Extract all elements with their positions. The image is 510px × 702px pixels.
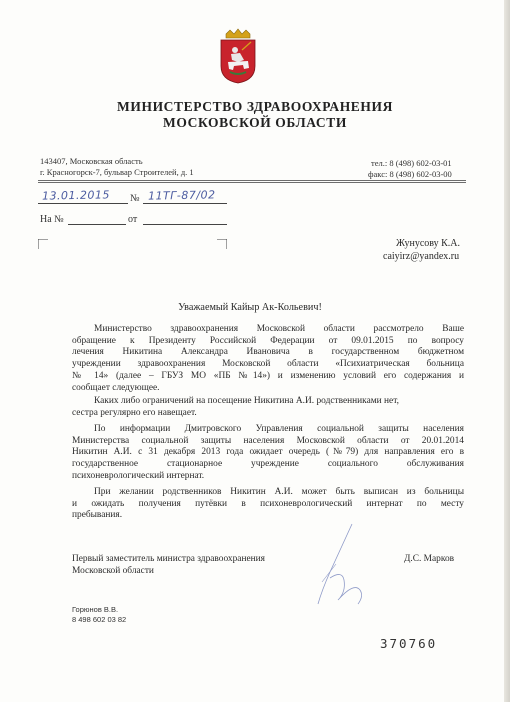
paragraph-3 <box>72 424 464 483</box>
paragraph-3-line: Никитин А.И. с 31 декабря 2013 года ожидает очередь (№79) для направления его в <box>72 447 464 458</box>
handwritten-date: 13.01.2015 <box>41 188 111 203</box>
address-line1: 143407, Московская область <box>40 156 143 166</box>
paragraph-1-line: № 14» (далее – ГБУЗ МО «ПБ №14») и изменению условий его содержания и <box>72 370 464 381</box>
fax-number: факс: 8 (498) 602-03-00 <box>368 169 452 179</box>
ministry-name-line2: МОСКОВСКОЙ ОБЛАСТИ <box>163 115 347 130</box>
document-number: 370760 <box>380 636 438 651</box>
addressee-name: Жунусову К.А. <box>396 238 461 249</box>
paragraph-3-line: психоневрологический интернат. <box>72 470 205 481</box>
paragraph-2-line: сестра регулярно его навещает. <box>72 407 197 418</box>
paragraph-3-line: Министерства социальной защиты населения Московской области от 20.01.2014 <box>72 435 464 446</box>
executor-phone: 8 498 602 03 82 <box>72 615 127 624</box>
paragraph-1-line: учреждении здравоохранения Московской области «Психиатрическая больница <box>72 359 464 370</box>
header-rule-top <box>38 180 466 181</box>
coat-of-arms-icon <box>218 28 258 84</box>
signer-title-line2: Московской области <box>72 566 154 576</box>
letter-greeting: Уважаемый Кайыр Ак-Кольевич! <box>178 302 322 313</box>
paragraph-1-line: Министерство здравоохранения Московской области рассмотрело Ваше <box>94 324 464 334</box>
reply-to-label: На № <box>40 214 64 225</box>
paragraph-4-line: пребывания. <box>72 510 123 521</box>
paragraph-1 <box>72 324 464 394</box>
address-line2: г. Красногорск-7, бульвар Строителей, д. 1 <box>40 167 194 177</box>
reg-number-line <box>143 203 227 204</box>
handwritten-number: 11ТГ-87/02 <box>147 188 216 203</box>
paragraph-4-line: и ожидать получения путёвки в психоневрологический интернат по месту <box>72 498 464 509</box>
addressee-email: caiyirz@yandex.ru <box>383 251 460 262</box>
executor-name: Горюнов В.В. <box>72 605 119 614</box>
reply-number-line <box>68 224 126 225</box>
signer-title-line1: Первый заместитель министра здравоохранения <box>72 554 265 564</box>
ministry-name-line1: МИНИСТЕРСТВО ЗДРАВООХРАНЕНИЯ <box>117 99 393 114</box>
reg-date-line <box>38 203 128 204</box>
reply-from-label: от <box>128 214 138 225</box>
signer-name: Д.С. Марков <box>404 554 455 564</box>
paragraph-2-line: Каких либо ограничений на посещение Никитина А.И. родственниками нет, <box>94 396 399 406</box>
paragraph-4 <box>72 487 464 522</box>
paragraph-1-line: обращение к Президенту Российской Федерации от 09.01.2015 по вопросу <box>72 335 464 346</box>
phone-number: тел.: 8 (498) 602-03-01 <box>371 158 452 168</box>
handwritten-signature <box>300 520 380 610</box>
paragraph-1-line: лечения Никитина Александра Ивановича в государственном бюджетном <box>72 347 464 358</box>
number-sign: № <box>130 193 140 204</box>
paragraph-1-line: сообщает следующее. <box>72 382 160 393</box>
paper-edge <box>504 0 510 702</box>
address-corner-left <box>38 239 48 249</box>
header-rule-bottom <box>38 182 466 183</box>
paragraph-3-line: государственное стационарное учреждение социального обслуживания <box>72 459 464 470</box>
paragraph-3-line: По информации Дмитровского Управления социальной защиты населения <box>94 424 464 434</box>
reply-date-line <box>143 224 227 225</box>
address-corner-right <box>217 239 227 249</box>
paragraph-4-line: При желании родственников Никитин А.И. может быть выписан из больницы <box>94 487 464 497</box>
paragraph-2 <box>72 396 464 419</box>
